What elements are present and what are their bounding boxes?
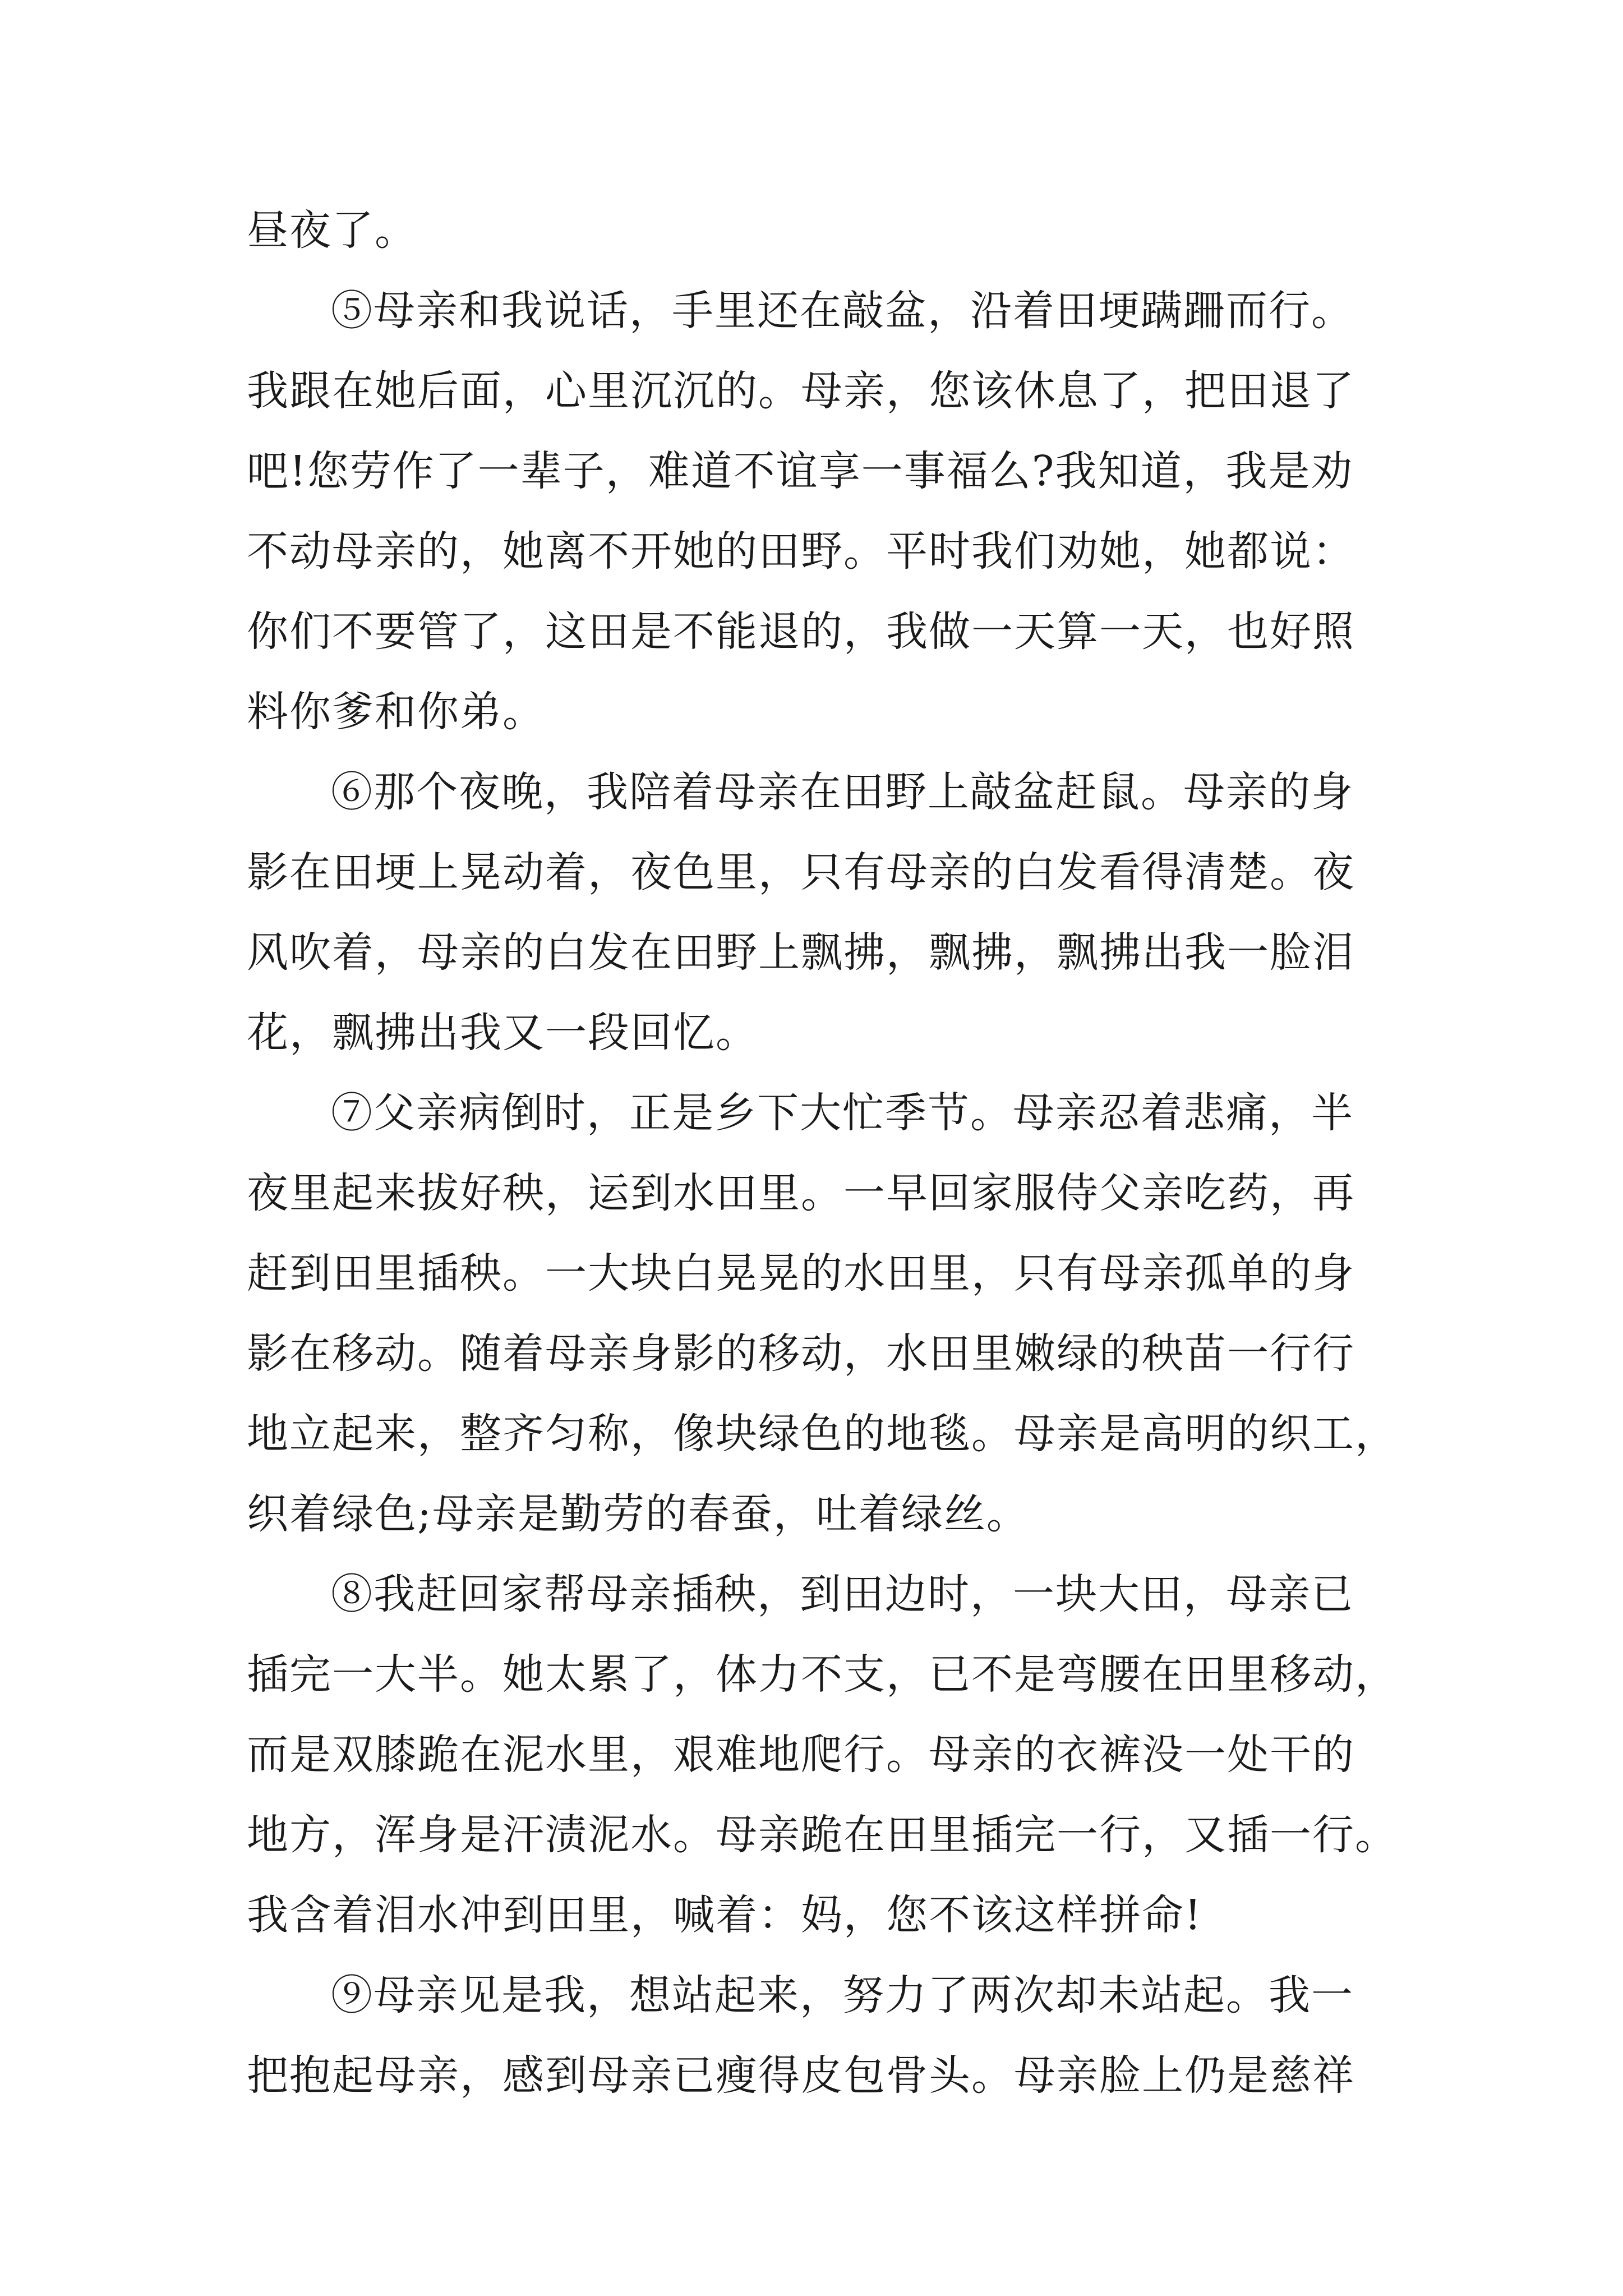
paragraph-5-line: ⑤母亲和我说话，手里还在敲盆，沿着田埂蹒跚而行。 — [331, 287, 1354, 335]
paragraph-6-line: 花，飘拂出我又一段回忆。 — [247, 1009, 758, 1057]
paragraph-6-line: ⑥那个夜晚，我陪着母亲在田野上敲盆赶鼠。母亲的身 — [331, 768, 1354, 816]
paragraph-5-line: 不动母亲的，她离不开她的田野。平时我们劝她，她都说： — [247, 527, 1355, 576]
paragraph-7-line: 赶到田里插秧。一大块白晃晃的水田里，只有母亲孤单的身 — [247, 1249, 1355, 1297]
paragraph-6-line: 风吹着，母亲的白发在田野上飘拂，飘拂，飘拂出我一脸泪 — [247, 928, 1355, 977]
paragraph-9-line: ⑨母亲见是我，想站起来，努力了两次却未站起。我一 — [331, 1971, 1354, 2019]
paragraph-7-line: 织着绿色;母亲是勤劳的春蚕，吐着绿丝。 — [247, 1490, 1029, 1538]
paragraph-8-line: 插完一大半。她太累了，体力不支，已不是弯腰在田里移动， — [247, 1650, 1398, 1699]
article-body — [247, 191, 1402, 2116]
paragraph-8-line: 我含着泪水冲到田里，喊着：妈，您不该这样拼命! — [247, 1891, 1202, 1939]
paragraph-8-line: ⑧我赶回家帮母亲插秧，到田边时，一块大田，母亲已 — [331, 1570, 1354, 1618]
paragraph-7-line: ⑦父亲病倒时，正是乡下大忙季节。母亲忍着悲痛，半 — [331, 1089, 1354, 1137]
paragraph-9-line: 把抱起母亲，感到母亲已瘦得皮包骨头。母亲脸上仍是慈祥 — [247, 2051, 1355, 2100]
paragraph-7-line: 影在移动。随着母亲身影的移动，水田里嫩绿的秧苗一行行 — [247, 1329, 1355, 1378]
paragraph-5-line: 你们不要管了，这田是不能退的，我做一天算一天，也好照 — [247, 608, 1355, 656]
paragraph-6-line: 影在田埂上晃动着，夜色里，只有母亲的白发看得清楚。夜 — [247, 848, 1355, 896]
paragraph-5-line: 吧!您劳作了一辈子，难道不谊享一事福么?我知道，我是劝 — [247, 447, 1354, 495]
paragraph-7-line: 夜里起来拔好秧，运到水田里。一早回家服侍父亲吃药，再 — [247, 1169, 1355, 1217]
paragraph-5-line: 我跟在她后面，心里沉沉的。母亲，您该休息了，把田退了 — [247, 367, 1355, 415]
paragraph-5-line: 料你爹和你弟。 — [247, 688, 545, 736]
paragraph-8-line: 地方，浑身是汗渍泥水。母亲跪在田里插完一行，又插一行。 — [247, 1811, 1398, 1859]
paragraph-4-end-line: 昼夜了。 — [247, 206, 417, 255]
paragraph-7-line: 地立起来，整齐匀称，像块绿色的地毯。母亲是高明的织工， — [247, 1410, 1398, 1458]
paragraph-8-line: 而是双膝跪在泥水里，艰难地爬行。母亲的衣裤没一处干的 — [247, 1731, 1355, 1779]
